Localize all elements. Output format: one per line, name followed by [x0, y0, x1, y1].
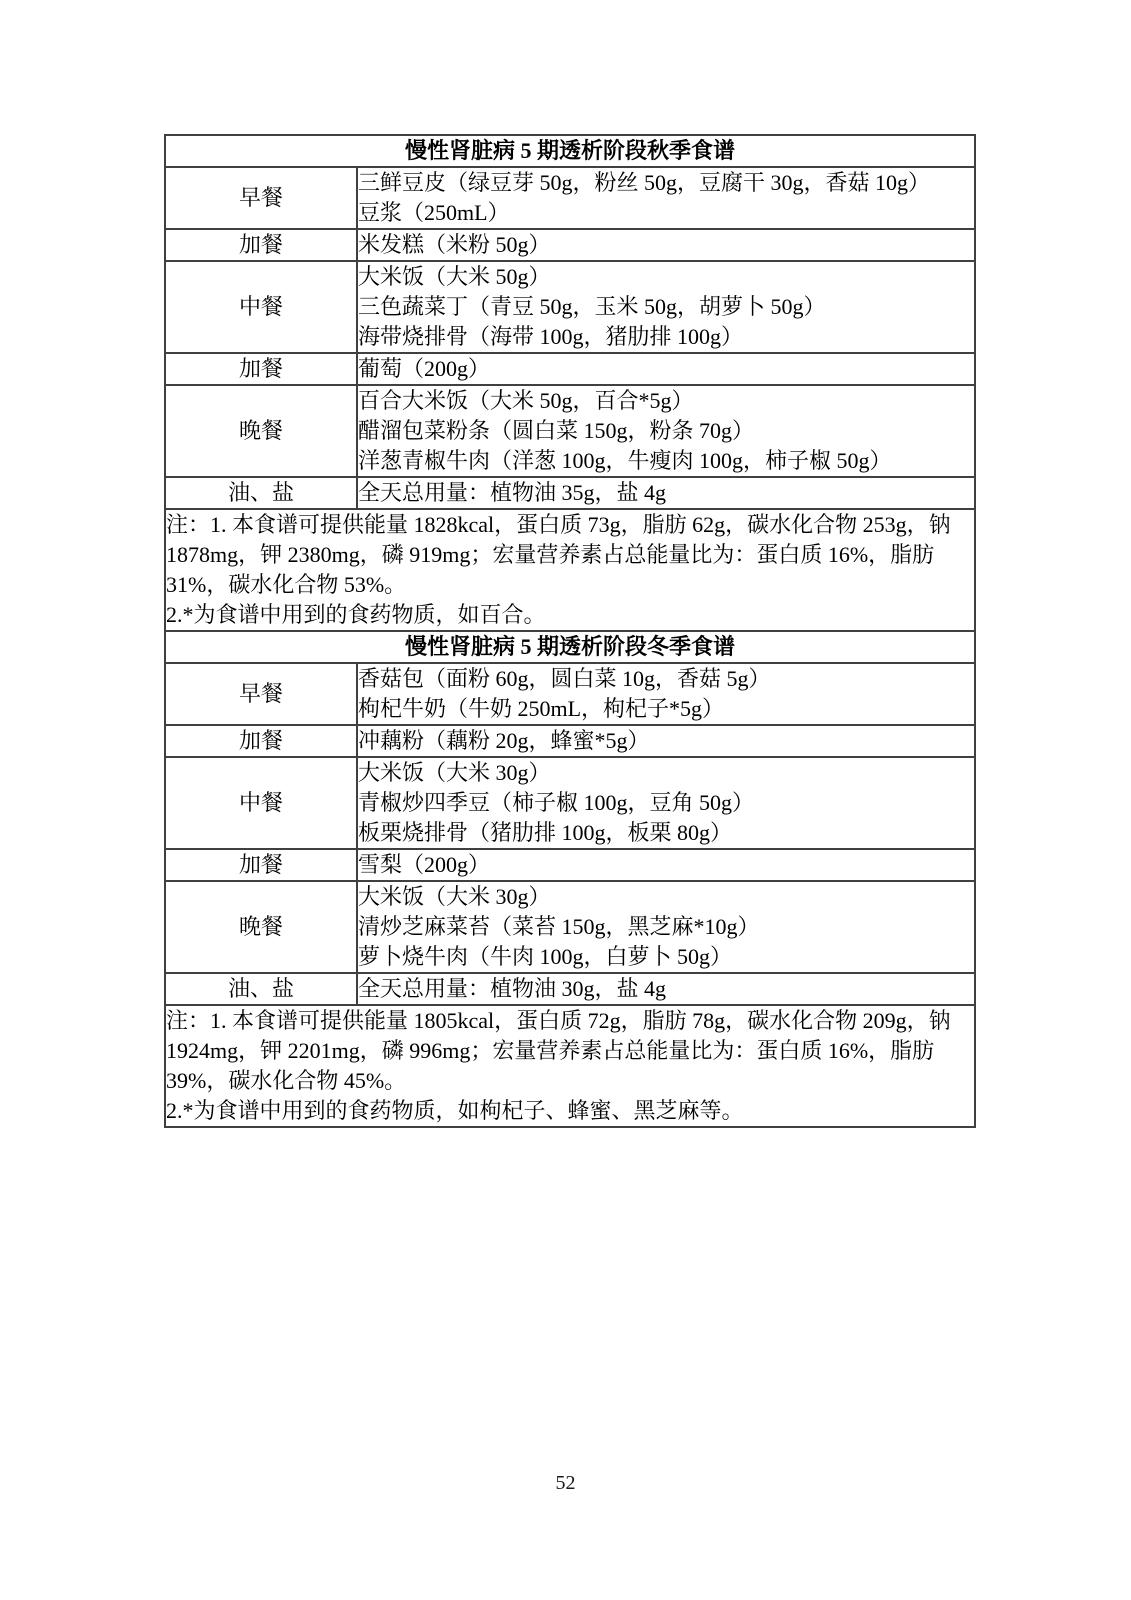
dish-line: 三鲜豆皮（绿豆芽 50g，粉丝 50g，豆腐干 30g，香菇 10g） — [358, 170, 931, 195]
dish-line: 葡萄（200g） — [358, 356, 491, 381]
dish-line: 香菇包（面粉 60g，圆白菜 10g，香菇 5g） — [358, 666, 771, 691]
meal-content — [357, 725, 975, 757]
meal-label: 早餐 — [165, 663, 357, 725]
meal-label: 加餐 — [165, 353, 357, 385]
meal-label: 晚餐 — [165, 385, 357, 477]
meal-label: 早餐 — [165, 167, 357, 229]
dish-line: 枸杞牛奶（牛奶 250mL，枸杞子*5g） — [358, 696, 725, 721]
meal-content — [357, 167, 975, 229]
meal-label: 加餐 — [165, 725, 357, 757]
note-line: 2.*为食谱中用到的食药物质，如百合。 — [166, 602, 546, 627]
table-row — [165, 167, 975, 229]
table-row — [165, 1005, 975, 1127]
table-row — [165, 973, 975, 1005]
note-line: 注：1. 本食谱可提供能量 1805kcal，蛋白质 72g，脂肪 78g，碳水化合物 209g，钠 1924mg，钾 2201mg，磷 996mg；宏量营养素占总能量比为：蛋白质 16%，脂肪 39%，碳水化合物 45%。 — [166, 1008, 951, 1093]
dish-line: 全天总用量：植物油 35g，盐 4g — [358, 480, 667, 505]
dish-line: 醋溜包菜粉条（圆白菜 150g，粉条 70g） — [358, 418, 755, 443]
meal-content — [357, 261, 975, 353]
meal-label: 晚餐 — [165, 881, 357, 973]
table-row — [165, 663, 975, 725]
dish-line: 大米饭（大米 50g） — [358, 264, 551, 289]
note-line: 注：1. 本食谱可提供能量 1828kcal，蛋白质 73g，脂肪 62g，碳水化合物 253g，钠 1878mg，钾 2380mg，磷 919mg；宏量营养素占总能量比为：蛋白质 16%，脂肪 31%，碳水化合物 53%。 — [166, 512, 951, 597]
table-row — [165, 477, 975, 509]
table-row — [165, 849, 975, 881]
table-row — [165, 229, 975, 261]
meal-content — [357, 973, 975, 1005]
dish-line: 大米饭（大米 30g） — [358, 760, 551, 785]
table-note — [165, 1005, 975, 1127]
dish-line: 雪梨（200g） — [358, 852, 491, 877]
dish-line: 海带烧排骨（海带 100g，猪肋排 100g） — [358, 324, 744, 349]
table-row — [165, 725, 975, 757]
meal-label: 油、盐 — [165, 477, 357, 509]
dish-line: 青椒炒四季豆（柿子椒 100g，豆角 50g） — [358, 790, 755, 815]
meal-content — [357, 663, 975, 725]
note-line: 2.*为食谱中用到的食药物质，如枸杞子、蜂蜜、黑芝麻等。 — [166, 1098, 744, 1123]
meal-label: 加餐 — [165, 849, 357, 881]
meal-content — [357, 385, 975, 477]
page-number: 52 — [555, 1472, 576, 1494]
table-note — [165, 509, 975, 631]
table-title-winter: 慢性肾脏病 5 期透析阶段冬季食谱 — [165, 631, 975, 663]
table-row — [165, 631, 975, 663]
table-row — [165, 509, 975, 631]
dish-line: 大米饭（大米 30g） — [358, 884, 551, 909]
meal-label: 中餐 — [165, 757, 357, 849]
table-row — [165, 757, 975, 849]
dish-line: 米发糕（米粉 50g） — [358, 232, 551, 257]
diet-table — [164, 134, 976, 1128]
meal-content — [357, 477, 975, 509]
table-title-autumn: 慢性肾脏病 5 期透析阶段秋季食谱 — [165, 135, 975, 167]
meal-content — [357, 881, 975, 973]
dish-line: 百合大米饭（大米 50g，百合*5g） — [358, 388, 694, 413]
dish-line: 清炒芝麻菜苔（菜苔 150g，黑芝麻*10g） — [358, 914, 760, 939]
dish-line: 板栗烧排骨（猪肋排 100g，板栗 80g） — [358, 820, 733, 845]
table-row — [165, 135, 975, 167]
meal-content — [357, 229, 975, 261]
meal-label: 油、盐 — [165, 973, 357, 1005]
dish-line: 全天总用量：植物油 30g，盐 4g — [358, 976, 667, 1001]
table-row — [165, 353, 975, 385]
dish-line: 萝卜烧牛肉（牛肉 100g，白萝卜 50g） — [358, 944, 733, 969]
meal-content — [357, 353, 975, 385]
dish-line: 三色蔬菜丁（青豆 50g，玉米 50g，胡萝卜 50g） — [358, 294, 826, 319]
meal-content — [357, 757, 975, 849]
meal-label: 中餐 — [165, 261, 357, 353]
dish-line: 冲藕粉（藕粉 20g，蜂蜜*5g） — [358, 728, 650, 753]
table-row — [165, 881, 975, 973]
dish-line: 洋葱青椒牛肉（洋葱 100g，牛瘦肉 100g，柿子椒 50g） — [358, 448, 892, 473]
meal-label: 加餐 — [165, 229, 357, 261]
table-row — [165, 385, 975, 477]
meal-content — [357, 849, 975, 881]
table-row — [165, 261, 975, 353]
dish-line: 豆浆（250mL） — [358, 200, 510, 225]
